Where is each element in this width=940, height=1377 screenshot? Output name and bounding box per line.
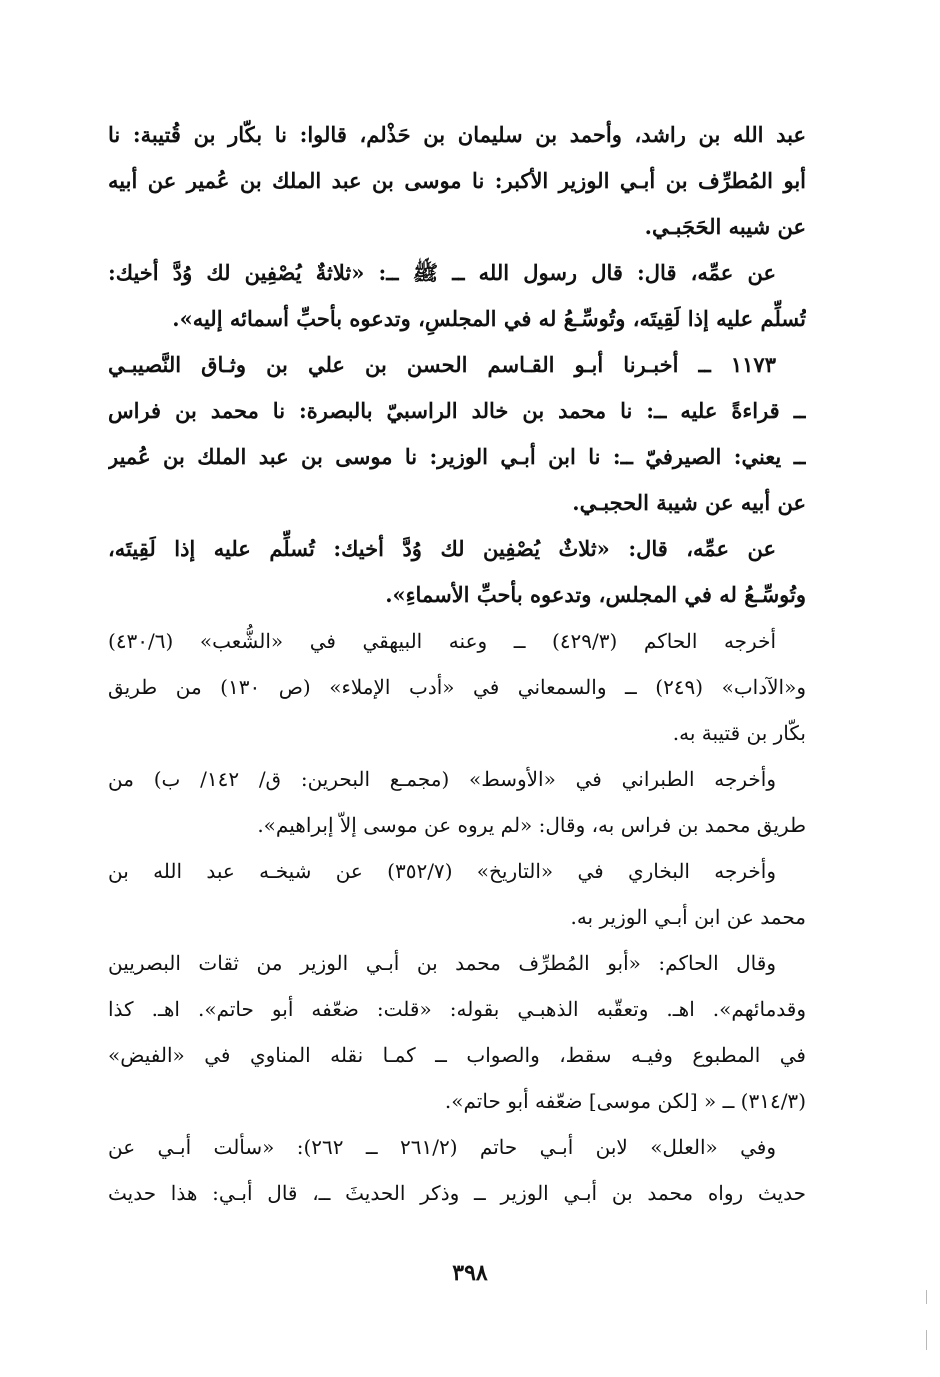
takhrij-line: وفي «العلل» لابن أبـي حاتم (٢٦١/٢ ــ ٢٦٢): «سألت أبـي عن	[108, 1135, 776, 1159]
scan-edge-mark	[926, 1330, 927, 1350]
takhrij-line: وقدمائهم». اهـ. وتعقّبه الذهبـي بقوله: «قلت: ضعّفه أبو حاتم». اهـ. كذا	[108, 997, 806, 1021]
takhrij-line: حديث رواه محمد بن أبـي الوزير ــ وذكر الحديثَ ــ، قال أبـي: هذا حديث	[108, 1181, 806, 1205]
takhrij-line: و«الآداب» (٢٤٩) ــ والسمعاني في «أدب الإملاء» (ص ١٣٠) من طريق	[108, 675, 806, 699]
page-number: ٣٩٨	[452, 1260, 488, 1286]
takhrij-line: وأخرجه البخاري في «التاريخ» (٣٥٢/٧) عن شيخـه عبد الله بن	[108, 859, 776, 883]
text-line: عن شيبه الحَجَبـي.	[644, 214, 806, 239]
takhrij-line: وأخرجه الطبراني في «الأوسط» (مجمـع البحرين: ق/ ١٤٢/ ب) من	[108, 767, 776, 791]
text-line: تُسلِّم عليه إذا لَقِيتَه، وتُوسِّـعُ له في المجلسِ، وتدعوه بأحبِّ أسمائه إليه».	[172, 306, 806, 331]
takhrij-line: محمد عن ابن أبـي الوزير به.	[570, 905, 806, 929]
text-line: عن عمِّه، قال: «ثلاثٌ يُصْفِين لك وُدَّ أخيك: تُسلِّم عليه إذا لَقِيتَه،	[108, 536, 776, 561]
text-line: عن أبيه عن شيبة الحجبـي.	[572, 490, 806, 515]
text-line: ــ يعني: الصيرفيّ ــ: نا ابن أبـي الوزير: نا موسى بن عبد الملك بن عُمير	[108, 444, 806, 469]
takhrij-line: أخرجه الحاكم (٤٢٩/٣) ــ وعنه البيهقي في «الشُّعب» (٤٣٠/٦)	[108, 629, 776, 653]
takhrij-line: وقال الحاكم: «أبو المُطرِّف محمد بن أبـي الوزير من ثقات البصريين	[108, 951, 776, 975]
takhrij-line: في المطبوع وفيـه سقط، والصواب ــ كمـا نقله المناوي في «الفيض»	[108, 1043, 806, 1067]
takhrij-line: طريق محمد بن فراس به، وقال: «لم يروه عن موسى إلاّ إبراهيم».	[257, 813, 806, 837]
text-line: عبد الله بن راشد، وأحمد بن سليمان بن حَذْلم، قالوا: نا بكّار بن قُتيبة: نا	[108, 122, 806, 147]
text-line: وتُوسِّـعُ له في المجلس، وتدعوه بأحبِّ الأسماءِ».	[385, 582, 806, 607]
text-line: عن عمِّه، قال: قال رسول الله ــ ﷺ ــ: «ثلاثةٌ يُصْفِين لك وُدَّ أخيك:	[108, 260, 776, 285]
text-line: أبو المُطرِّف بن أبـي الوزير الأكبر: نا موسى بن عبد الملك بن عُمير عن أبيه	[108, 168, 806, 193]
hadith-number-line: ١١٧٣ ــ أخبـرنا أبـو القـاسم الحسن بن علي بن وثـاق النَّصيبـي	[108, 352, 776, 377]
takhrij-line: (٣١٤/٣) ــ « [لكن موسى] ضعّفه أبو حاتم».	[444, 1089, 806, 1113]
text-line: ــ قراءةً عليه ــ: نا محمد بن خالد الراسبيّ بالبصرة: نا محمد بن فراس	[108, 398, 806, 423]
page-text	[108, 112, 806, 1216]
takhrij-line: بكّار بن قتيبة به.	[672, 721, 806, 745]
scan-edge-mark	[926, 1290, 927, 1304]
